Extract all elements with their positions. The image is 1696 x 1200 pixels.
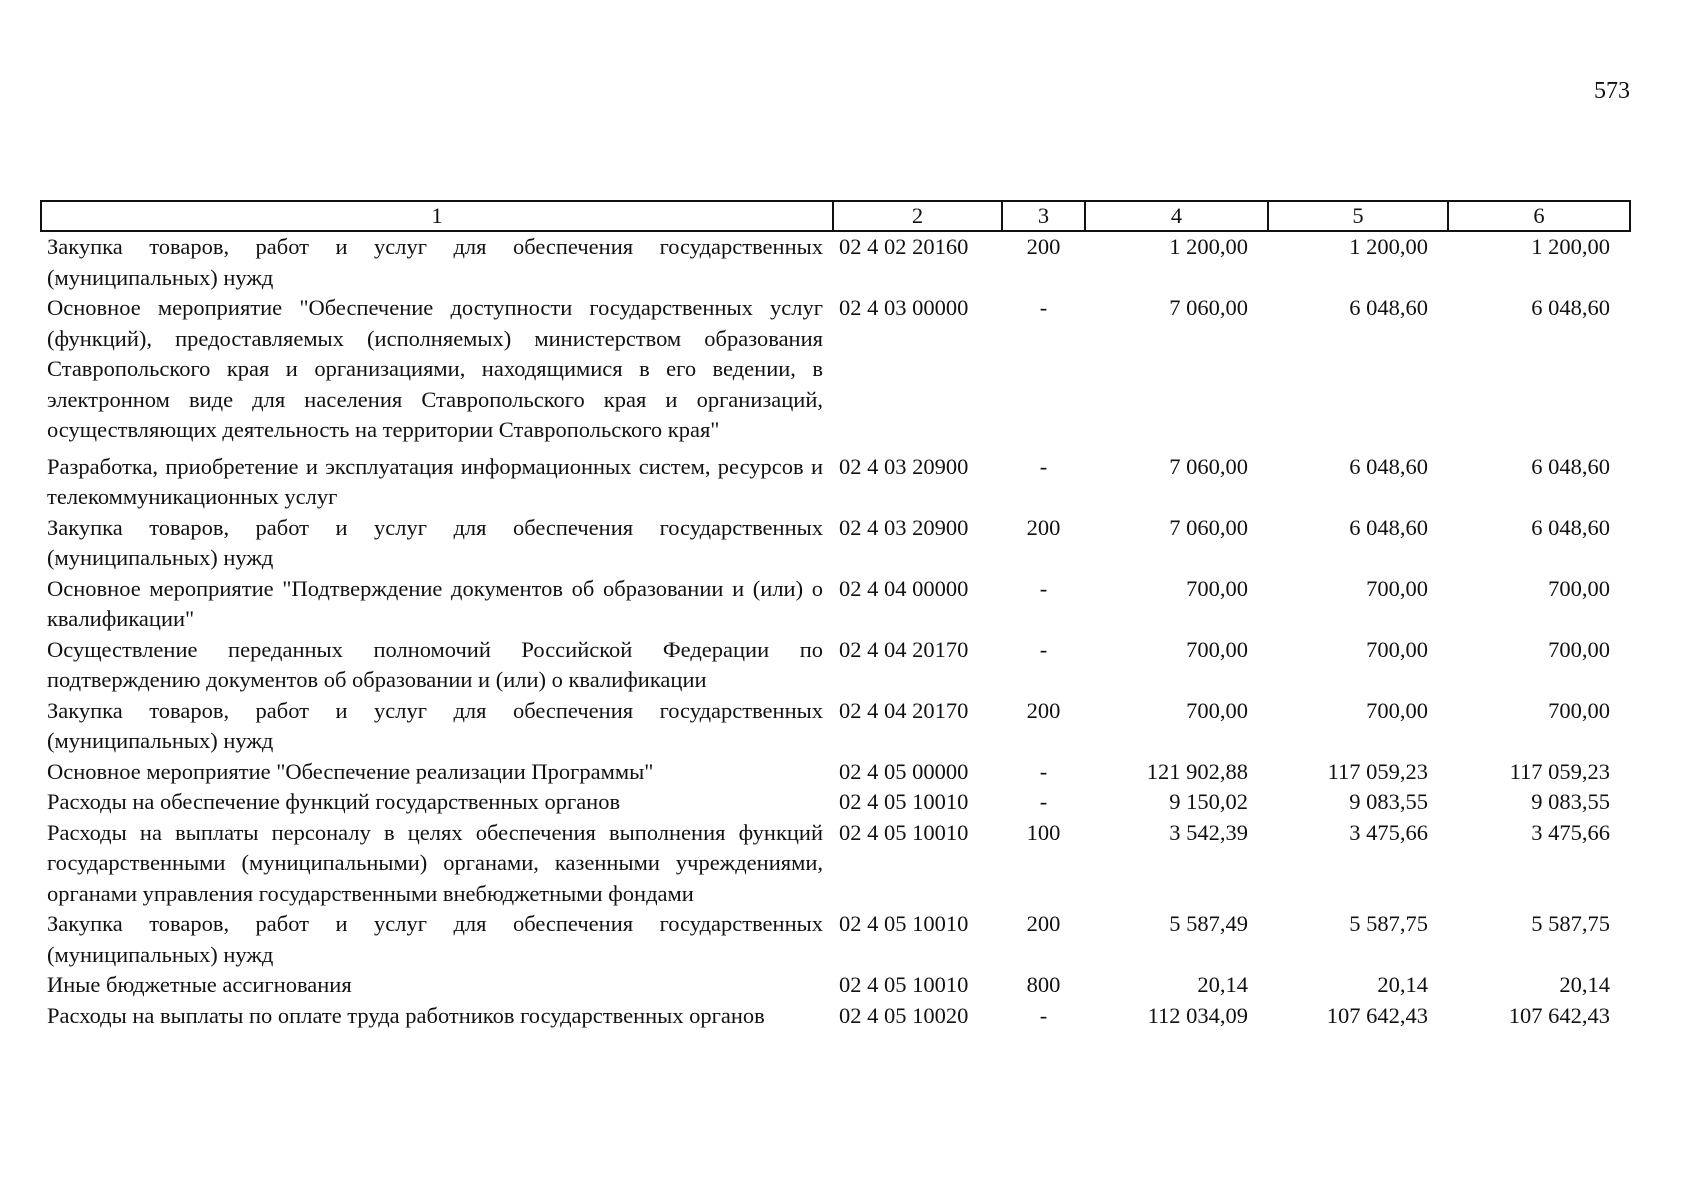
row-expense-type: 200 [1026,697,1061,723]
row-amount-col4: 7 060,00 [1169,295,1248,320]
row-amount-col5: 6 048,60 [1349,295,1428,320]
row-code: 02 4 03 20900 [839,514,969,540]
row-expense-type: 800 [1026,972,1061,997]
row-amount-col4: 3 542,39 [1169,819,1248,845]
row-code: 02 4 05 10010 [839,819,969,845]
row-amount-col6: 700,00 [1548,575,1610,601]
table-row [41,909,1630,970]
row-amount-col4: 700,00 [1186,575,1248,601]
row-expense-type: - [1039,636,1048,662]
table-row [41,696,1630,757]
row-amount-col5: 5 587,75 [1349,911,1428,936]
row-amount-col5: 20,14 [1377,972,1428,997]
row-amount-col5: 700,00 [1366,575,1428,601]
row-amount-col5: 107 642,43 [1326,1002,1428,1028]
row-amount-col6: 6 048,60 [1531,453,1610,479]
row-name: Основное мероприятие "Подтверждение документов об образовании и (или) о квалификации" [47,575,823,631]
row-code: 02 4 04 00000 [839,575,969,601]
row-code: 02 4 05 10010 [839,911,969,936]
row-amount-col4: 700,00 [1186,697,1248,723]
header-col-2: 2 [833,201,1002,231]
row-name: Закупка товаров, работ и услуг для обеспечения государственных (муниципальных) нужд [47,697,823,753]
row-name: Разработка, приобретение и эксплуатация информационных систем, ресурсов и телекоммуникационных услуг [47,453,823,509]
table-row [41,513,1630,574]
row-amount-col4: 121 902,88 [1146,758,1248,784]
header-col-1: 1 [41,201,833,231]
table-row [41,446,1630,513]
row-amount-col6: 5 587,75 [1531,911,1610,936]
row-name: Основное мероприятие "Обеспечение реализации Программы" [47,758,654,784]
row-amount-col4: 5 587,49 [1169,911,1248,936]
row-amount-col6: 9 083,55 [1531,789,1610,814]
table-row [41,818,1630,910]
row-name: Закупка товаров, работ и услуг для обеспечения государственных (муниципальных) нужд [47,514,823,570]
row-amount-col5: 1 200,00 [1349,234,1428,259]
row-name: Расходы на выплаты персоналу в целях обеспечения выполнения функций государственными (муниципальными) органами, казенными учреждениями, органами управления государственными внебюджетными фондами [47,819,823,906]
table-body [41,231,1630,1031]
row-name: Расходы на обеспечение функций государственных органов [47,789,621,814]
row-amount-col5: 9 083,55 [1349,789,1428,814]
row-amount-col6: 700,00 [1548,636,1610,662]
row-amount-col4: 700,00 [1186,636,1248,662]
header-col-6: 6 [1448,201,1630,231]
row-amount-col6: 6 048,60 [1531,295,1610,320]
table-row [41,1001,1630,1032]
row-expense-type: - [1039,453,1048,479]
row-expense-type: 200 [1026,234,1061,259]
header-row [41,201,1630,231]
row-code: 02 4 05 10010 [839,789,969,814]
row-expense-type: - [1039,758,1048,784]
row-expense-type: - [1039,295,1048,320]
row-code: 02 4 02 20160 [839,234,969,259]
table-row [41,787,1630,818]
row-amount-col4: 1 200,00 [1169,234,1248,259]
row-amount-col5: 700,00 [1366,636,1428,662]
row-amount-col6: 20,14 [1559,972,1610,997]
row-name: Осуществление переданных полномочий Российской Федерации по подтверждению документов об образовании и (или) о квалификации [47,636,823,692]
row-name: Основное мероприятие "Обеспечение доступности государственных услуг (функций), предоставляемых (исполняемых) министерством образования Ставропольского края и организациями, находящимися в его ведении, в электронном виде для населения Ставропольского края и организаций, осуществляющих деятельность на территории Ставропольского края" [47,295,823,442]
row-amount-col4: 112 034,09 [1147,1002,1248,1028]
row-code: 02 4 03 20900 [839,453,969,479]
table-row [41,574,1630,635]
header-col-5: 5 [1268,201,1448,231]
table-row [41,757,1630,788]
row-amount-col5: 6 048,60 [1349,453,1428,479]
table-header [41,201,1630,231]
page-number: 573 [1594,78,1630,104]
row-amount-col5: 700,00 [1366,697,1428,723]
row-amount-col4: 20,14 [1197,972,1248,997]
row-amount-col5: 117 059,23 [1327,758,1428,784]
row-code: 02 4 04 20170 [839,636,969,662]
row-amount-col4: 7 060,00 [1169,453,1248,479]
row-expense-type: 100 [1026,819,1061,845]
table-row [41,635,1630,696]
row-amount-col6: 107 642,43 [1508,1002,1610,1028]
row-amount-col5: 3 475,66 [1349,819,1428,845]
row-name: Закупка товаров, работ и услуг для обеспечения государственных (муниципальных) нужд [47,234,823,290]
row-expense-type: - [1039,575,1048,601]
header-col-3: 3 [1002,201,1085,231]
row-name: Расходы на выплаты по оплате труда работников государственных органов [47,1002,765,1028]
table-row [41,970,1630,1001]
row-name: Закупка товаров, работ и услуг для обеспечения государственных (муниципальных) нужд [47,911,823,967]
header-col-4: 4 [1085,201,1268,231]
row-amount-col4: 7 060,00 [1169,514,1248,540]
table-row [41,231,1630,293]
row-expense-type: - [1039,789,1048,814]
row-amount-col6: 3 475,66 [1531,819,1610,845]
row-amount-col5: 6 048,60 [1349,514,1428,540]
row-expense-type: 200 [1026,514,1061,540]
row-name: Иные бюджетные ассигнования [47,972,352,997]
row-code: 02 4 05 10010 [839,972,969,997]
budget-table [40,200,1631,1031]
row-amount-col6: 117 059,23 [1509,758,1610,784]
row-amount-col6: 1 200,00 [1531,234,1610,259]
row-amount-col6: 700,00 [1548,697,1610,723]
row-expense-type: - [1039,1002,1048,1028]
row-amount-col4: 9 150,02 [1169,789,1248,814]
row-expense-type: 200 [1026,911,1061,936]
table-row [41,293,1630,446]
row-code: 02 4 03 00000 [839,295,969,320]
row-code: 02 4 04 20170 [839,697,969,723]
row-code: 02 4 05 00000 [839,758,969,784]
row-amount-col6: 6 048,60 [1531,514,1610,540]
row-code: 02 4 05 10020 [839,1002,969,1028]
